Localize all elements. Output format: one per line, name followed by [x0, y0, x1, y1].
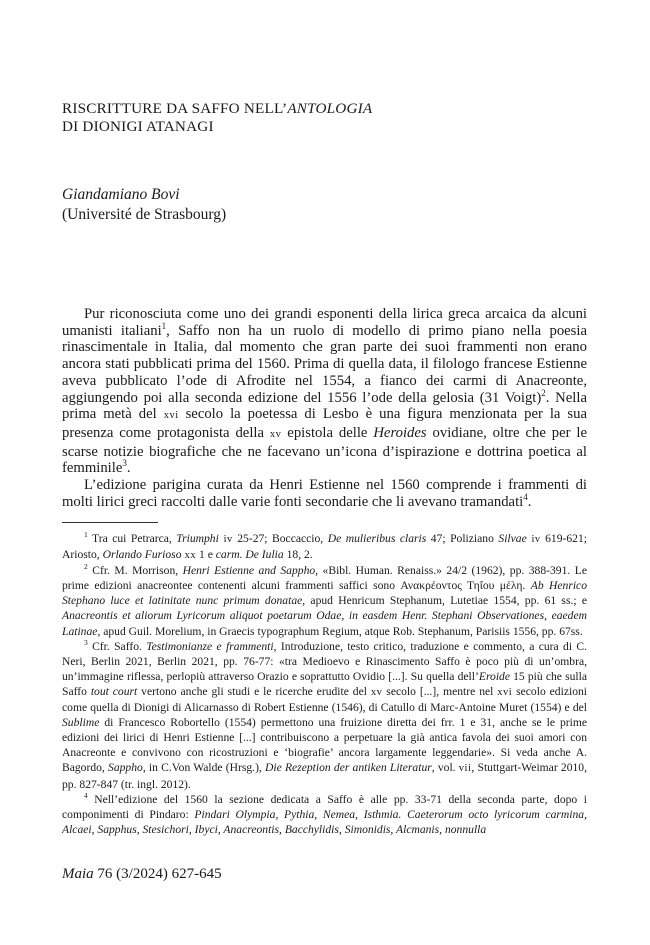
volume-pages: 76 (3/2024) 627-645 — [93, 866, 222, 882]
journal-name: Maia — [62, 866, 94, 882]
author-name: Giandamiano Bovi — [62, 186, 180, 203]
footnote-divider — [62, 522, 158, 523]
body-paragraph-1: Pur riconosciuta come uno dei grandi esponenti della lirica greca arcaica da alcuni umanisti italiani$^1$, Saffo non ha un ruolo di modello di primo piano nella poesia rinascimentale in Italia, dal momento che gran parte dei suoi frammenti non erano ancora stati pubblicati prima del 1560. Prima di quella data, il filologo francese Estienne aveva pubblicato l’ode di Afrodite nel 1554, a fianco dei carmi di Anacreonte, aggiungendo poi alla seconda edizione del 1556 l’ode della gelosia (31 Voigt)$^2$. Nella prima metà del xvi secolo la poetessa di Lesbo è una figura menzionata per la sua presenza come protagonista della xv epistola delle Heroides ovidiane, oltre che per le scarse notizie biografiche che ne facevano un’icona d’ispirazione e dottrina poetica al femminile$^3$. — [62, 306, 587, 477]
footnote-2: $^2$ Cfr. M. Morrison, Henri Estienne and Sappho, «Bibl. Human. Renaiss.» 24/2 (1962), pp. 388-391. Le prime edizioni anacreontee contenenti alcuni frammenti saffici sono Ανακρέοντος Τηΐου μέλη. Ab Henrico Stephano luce et latinitate nunc primum donatae, apud Henricum Stephanum, Lutetiae 1554, pp. 61 ss.; e Anacreontis et aliorum Lyricorum aliquot poetarum Odae, in easdem Henr. Stephani Observationes, eaedem Latinae, apud Guil. Morelium, in Graecis typographum Regium, atque Rob. Stephanum, Parisiis 1556, pp. 67ss. — [62, 562, 587, 638]
title-line-1: RISCRITTURE DA SAFFO NELL’ANTOLOGIA — [62, 100, 373, 117]
article-body — [62, 306, 587, 510]
journal-citation — [62, 865, 222, 883]
footnotes — [62, 531, 587, 837]
footnote-1: $^1$ Tra cui Petrarca, Triumphi iv 25-27; Boccaccio, De mulieribus claris 47; Poliziano Silvae iv 619-621; Ariosto, Orlando Furioso xx 1 e carm. De Iulia 18, 2. — [62, 530, 587, 562]
title-line-2: DI DIONIGI ATANAGI — [62, 118, 214, 135]
footnote-ref-2[interactable]: 2 — [541, 387, 546, 398]
author-affiliation: (Université de Strasbourg) — [62, 206, 227, 223]
footnote-4: $^4$ Nell’edizione del 1560 la sezione dedicata a Saffo è alle pp. 33-71 della seconda parte, dopo i componimenti di Pindaro: Pindari Olympia, Pythia, Nemea, Isthmia. Caeterorum octo lyricorum carmina, Alcaei, Sapphus, Stesichori, Ibyci, Anacreontis, Bacchylidis, Simonidis, Alcmanis, nonnulla — [62, 790, 588, 836]
footnote-ref-3[interactable]: 3 — [122, 458, 127, 469]
footnote-3: $^3$ Cfr. Saffo. Testimonianze e frammenti, Introduzione, testo critico, traduzione e commento, a cura di C. Neri, Berlin 2021, Berlin 2021, pp. 76-77: «tra Medioevo e Rinascimento Saffo è poco più di un’ombra, un’immagine riflessa, perlopiù attraverso Orazio e soprattutto Ovidio [...]. Su quella dell’Eroide 15 più che sulla Saffo tout court vertono anche gli studi e le ricerche erudite del xv secolo [...], mentre nel xvi secolo edizioni come quella di Dionigi di Alicarnasso di Robert Estienne (1546), di Catullo di Marc-Antoine Muret (1554) e del Sublime di Francesco Robortello (1554) permettono una fruizione diretta dei frr. 1 e 31, anche se le prime edizioni dei lirici di Henri Estienne [...] contribuiscono a perpetuare la già antica favola dei suoi amori con Anacreonte e convivono con ricostruzioni e ‘biografie’ ancora largamente leggendarie». Si veda anche A. Bagordo, Sappho, in C.Von Walde (Hrsg.), Die Rezeption der antiken Literatur, vol. vii, Stuttgart-Weimar 2010, pp. 827-847 (tr. ingl. 2012). — [62, 637, 588, 791]
body-paragraph-2: L’edizione parigina curata da Henri Estienne nel 1560 comprende i frammenti di molti lirici greci raccolti dalle varie fonti secondarie che li avevano tramandati$^4$. — [62, 477, 587, 510]
article-title — [62, 100, 582, 136]
footnote-ref-1[interactable]: 1 — [161, 320, 167, 331]
footnote-ref-4[interactable]: 4 — [523, 491, 528, 502]
